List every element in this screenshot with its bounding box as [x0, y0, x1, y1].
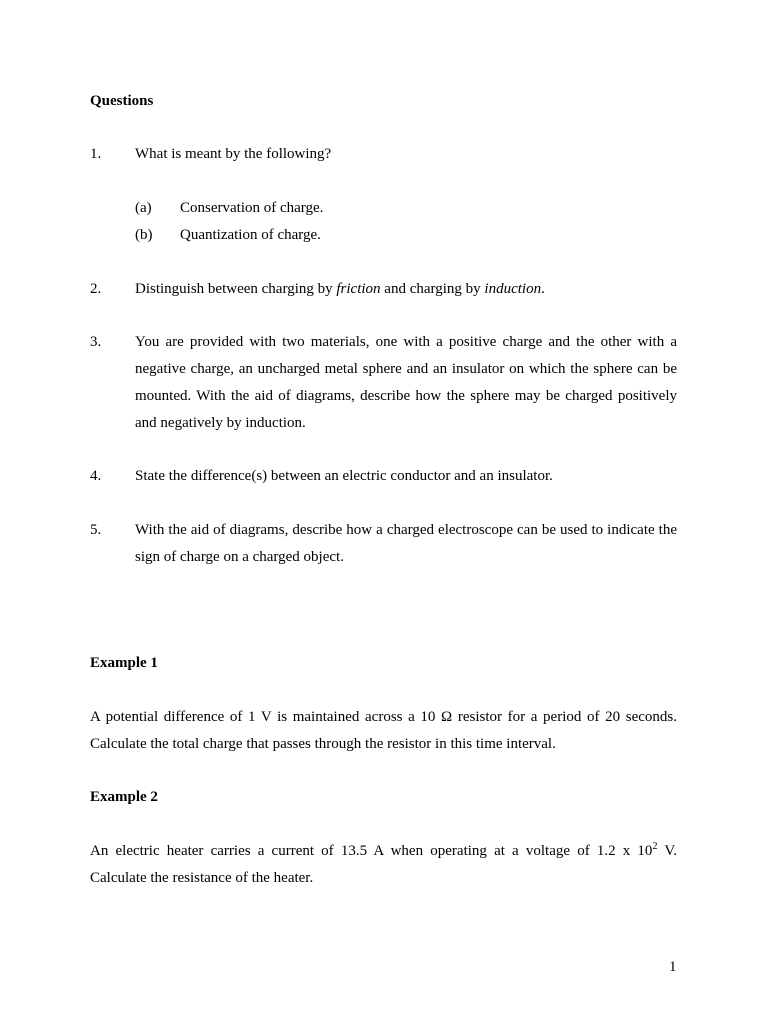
question-3-line: mounted. With the aid of diagrams, describe how the sphere may be charged positively	[135, 388, 677, 404]
question-4-text: State the difference(s) between an electric conductor and an insulator.	[135, 468, 553, 484]
page-number: 1	[669, 959, 677, 975]
question-3-number: 3.	[90, 334, 102, 350]
example-2-line1-text: An electric heater carries a current of 13.5 A when operating at a voltage of 1.2 x 10	[90, 843, 653, 859]
example-2-line	[90, 838, 677, 865]
example-2-exponent: 2	[652, 841, 658, 852]
question-2-emphasis-friction: friction	[336, 281, 381, 297]
question-2-text	[135, 276, 545, 303]
question-2-number: 2.	[90, 281, 102, 297]
question-5-line: sign of charge on a charged object.	[135, 549, 344, 565]
question-5-line: With the aid of diagrams, describe how a charged electroscope can be used to indicate the	[135, 522, 677, 538]
question-1a-label: (a)	[135, 200, 152, 216]
question-1-text: What is meant by the following?	[135, 146, 332, 162]
question-3-line: and negatively by induction.	[135, 415, 306, 431]
question-3-line: You are provided with two materials, one with a positive charge and the other with a	[135, 334, 677, 350]
question-2-text-middle: and charging by	[380, 281, 485, 297]
example-1-heading: Example 1	[90, 655, 158, 671]
example-2-text	[90, 838, 677, 892]
question-1a-text: Conservation of charge.	[180, 200, 324, 216]
question-2-emphasis-induction: induction	[484, 281, 542, 297]
example-2-heading: Example 2	[90, 789, 158, 805]
question-1b-label: (b)	[135, 227, 153, 243]
example-2-line: Calculate the resistance of the heater.	[90, 870, 314, 886]
question-3-line: negative charge, an uncharged metal sphere and an insulator on which the sphere can be	[135, 361, 677, 377]
question-3-text	[135, 329, 677, 437]
question-2-text-before: Distinguish between charging by	[135, 281, 337, 297]
question-1-number: 1.	[90, 146, 102, 162]
example-1-text	[90, 704, 677, 758]
example-2-line1-unit: V.	[657, 843, 677, 859]
question-1b-text: Quantization of charge.	[180, 227, 321, 243]
question-5-number: 5.	[90, 522, 102, 538]
question-5-text	[135, 517, 677, 571]
questions-heading: Questions	[90, 93, 154, 109]
question-4-number: 4.	[90, 468, 102, 484]
example-1-line: A potential difference of 1 V is maintained across a 10 Ω resistor for a period of 20 seconds.	[90, 709, 677, 725]
question-2-text-after: .	[541, 281, 545, 297]
example-1-line: Calculate the total charge that passes through the resistor in this time interval.	[90, 736, 556, 752]
